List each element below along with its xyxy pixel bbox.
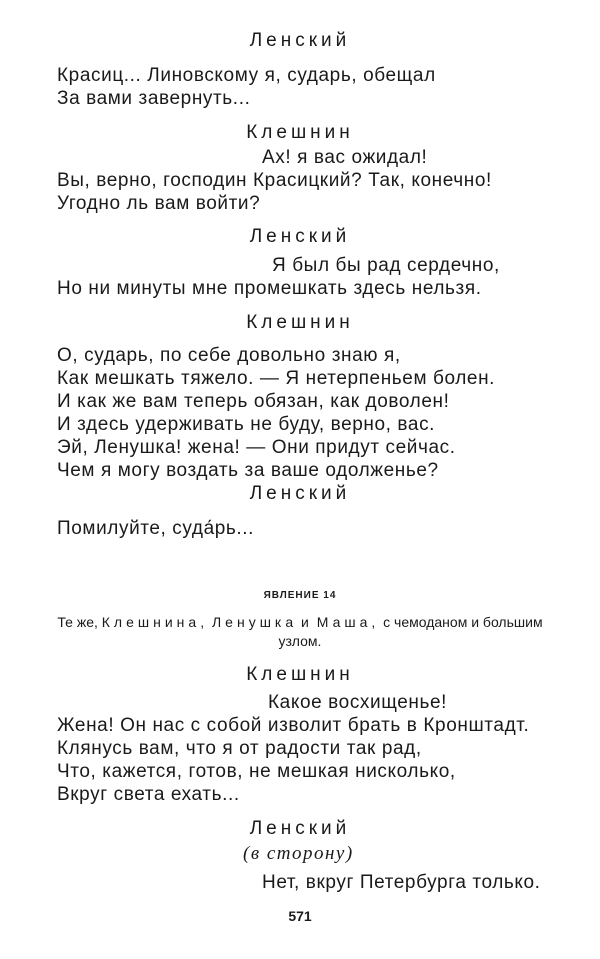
verse-line: Я был бы рад сердечно, [272, 255, 500, 276]
speaker-name: Клешнин [246, 312, 354, 333]
verse-line: Что, кажется, готов, не мешкая нисколько, [57, 761, 456, 782]
speaker-name: Клешнин [246, 122, 354, 143]
verse-line: Клянусь вам, что я от радости так рад, [57, 738, 422, 759]
verse-line: За вами завернуть... [57, 88, 251, 109]
verse-line: Но ни минуты мне промешкать здесь нельзя. [57, 278, 482, 299]
speaker-name: Ленский [249, 30, 351, 51]
stage-suffix: с чемоданом и большим узлом. [278, 614, 543, 649]
verse-line: О, сударь, по себе довольно знаю я, [57, 345, 401, 366]
speaker-name: Ленский [249, 818, 351, 839]
stage-conjunction: и [301, 614, 313, 630]
verse-line: Как мешкать тяжело. — Я нетерпеньем болен. [57, 368, 496, 389]
verse-line: Красиц... Линовскому я, сударь, обещал [57, 65, 436, 86]
verse-line: И здесь удерживать не буду, верно, вас. [57, 414, 436, 435]
speaker-name: Ленский [249, 483, 351, 504]
verse-line: Эй, Ленушка! жена! — Они придут сейчас. [57, 437, 456, 458]
stage-prefix: Те же, [57, 614, 98, 630]
verse-line: Вы, верно, господин Красицкий? Так, конечно! [57, 170, 492, 191]
stage-character: Ленушка [211, 614, 298, 630]
scene-title: ЯВЛЕНИЕ 14 [263, 590, 337, 601]
verse-line: Чем я могу воздать за ваше одолженье? [57, 460, 439, 481]
speaker-name: Клешнин [246, 664, 354, 685]
verse-line: Ах! я вас ожидал! [262, 147, 428, 168]
stage-character: Маша, [316, 614, 380, 630]
stage-aside: (в сторону) [243, 843, 354, 864]
page-number: 571 [288, 908, 312, 924]
verse-line: Угодно ль вам войти? [57, 193, 261, 214]
stage-direction [0, 613, 600, 651]
verse-line: Помилуйте, суда́рь... [57, 518, 255, 539]
verse-line: Нет, вкруг Петербурга только. [262, 872, 541, 893]
speaker-name: Ленский [249, 226, 351, 247]
verse-line: Вкруг света ехать... [57, 784, 240, 805]
verse-line: И как же вам теперь обязан, как доволен! [57, 391, 450, 412]
verse-line: Жена! Он нас с собой изволит брать в Кронштадт. [57, 715, 530, 736]
stage-character: Клешнина, [101, 614, 209, 630]
verse-line: Какое восхищенье! [268, 692, 448, 713]
